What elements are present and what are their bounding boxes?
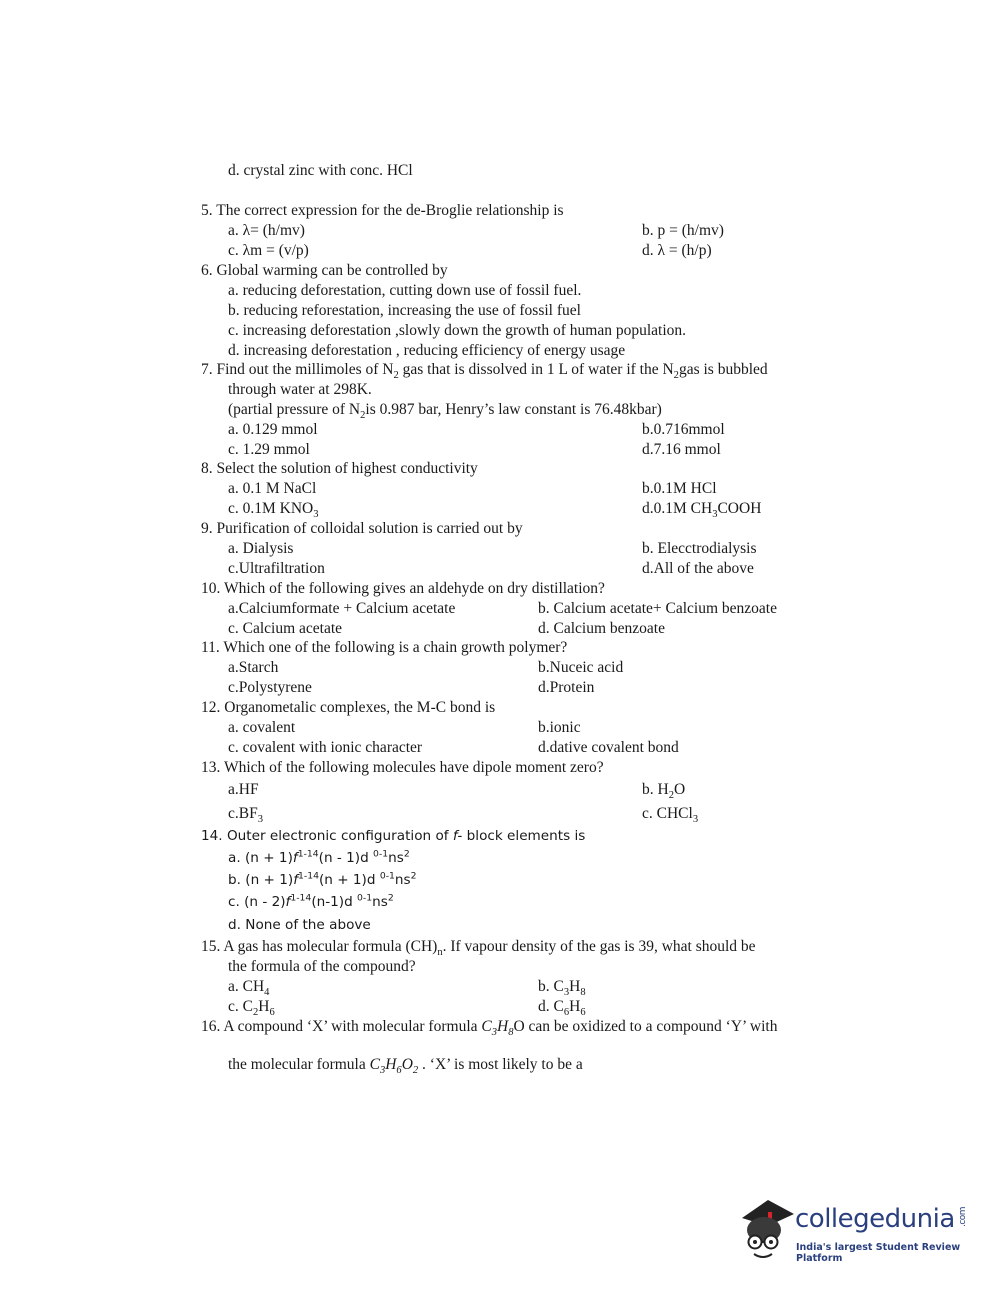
q7-question-line3: (partial pressure of $N_2is$ 0.987 bar, Henry’s law constant is 76.48kbar) xyxy=(228,401,662,422)
q13-option-c: $c.BF_3$ xyxy=(228,805,263,826)
q5-option-a: a. λ= (h/mv) xyxy=(228,222,305,239)
q11-question: 11. Which one of the following is a chain growth polymer? xyxy=(201,639,568,656)
q12-option-b: b.ionic xyxy=(538,719,581,736)
q15-option-d: d. $C_6H_6$ xyxy=(538,998,586,1019)
q6-option-a: a. reducing deforestation, cutting down use of fossil fuel. xyxy=(228,282,582,299)
q12-option-c: c. covalent with ionic character xyxy=(228,739,423,756)
q6-option-d: d. increasing deforestation , reducing efficiency of energy usage xyxy=(228,342,626,359)
q14-option-b: b. $(n + 1)f^{1-14}(n + 1)d$ $^{0-1}ns^2$ xyxy=(228,870,417,888)
q12-question: 12. Organometalic complexes, the M-C bond is xyxy=(201,699,496,716)
q9-option-b: b. Elecctrodialysis xyxy=(642,540,757,557)
q8-option-a: a. 0.1 M NaCl xyxy=(228,480,317,497)
q7-option-a: a. 0.129 mmol xyxy=(228,421,318,438)
q10-option-b: b. Calcium acetate+ Calcium benzoate xyxy=(538,600,777,617)
q15-option-c: c. $C_2H_6$ xyxy=(228,998,275,1019)
q14-option-c: c. $(n - 2)f^{1-14}(n-1)d$ $^{0-1}ns^2$ xyxy=(228,892,394,910)
q4-option-d: d. crystal zinc with conc. HCl xyxy=(228,162,413,179)
q14-option-a: a. $(n + 1)f^{1-14}(n - 1)d$ $^{0-1}ns^2$ xyxy=(228,848,410,866)
q9-option-d: d.All of the above xyxy=(642,560,754,577)
q6-option-b: b. reducing reforestation, increasing the use of fossil fuel xyxy=(228,302,581,319)
q10-option-d: d. Calcium benzoate xyxy=(538,620,665,637)
q5-option-d: d. λ = (h/p) xyxy=(642,242,712,259)
q13-option-b: b. $H_2O$ xyxy=(642,781,686,802)
q5-option-c: c. λm = (v/p) xyxy=(228,242,309,259)
q11-option-a: a.Starch xyxy=(228,659,279,676)
q15-option-a: a. $CH_4$ xyxy=(228,978,270,999)
q13-question: 13. Which of the following molecules have dipole moment zero? xyxy=(201,759,604,776)
q7-option-c: c. 1.29 mmol xyxy=(228,441,310,458)
q7-question: 7. Find out the millimoles of $N_2$ gas that is dissolved in 1 L of water if the $N_2gas$ is bubbled xyxy=(201,361,768,382)
q11-option-b: b.Nuceic acid xyxy=(538,659,624,676)
q13-option-a: a.HF xyxy=(228,781,259,798)
q9-option-a: a. Dialysis xyxy=(228,540,294,557)
q15-option-b: b. $C_3H_8$ xyxy=(538,978,586,999)
q8-option-d: d.0.1M $CH_3COOH$ xyxy=(642,500,762,521)
q10-option-c: c. Calcium acetate xyxy=(228,620,343,637)
q12-option-a: a. covalent xyxy=(228,719,296,736)
q8-option-b: b.0.1M HCl xyxy=(642,480,717,497)
q5-option-b: b. p = (h/mv) xyxy=(642,222,724,239)
q9-option-c: c.Ultrafiltration xyxy=(228,560,325,577)
q6-question: 6. Global warming can be controlled by xyxy=(201,262,448,279)
q16-question-line2: the molecular formula $C_3H_6O_2$ . ‘X’ is most likely to be a xyxy=(228,1056,583,1077)
q16-question: 16. A compound ‘X’ with molecular formula $C_3H_8O$ can be oxidized to a compound ‘Y’ with xyxy=(201,1018,778,1039)
q5-question: 5. The correct expression for the de-Broglie relationship is xyxy=(201,202,564,219)
logo-tagline: India's largest Student Review Platform xyxy=(796,1242,961,1264)
q7-question-line2: through water at 298K. xyxy=(228,381,372,398)
q11-option-c: c.Polystyrene xyxy=(228,679,312,696)
q6-option-c: c. increasing deforestation ,slowly down the growth of human population. xyxy=(228,322,687,339)
q9-question: 9. Purification of colloidal solution is carried out by xyxy=(201,520,523,537)
collegedunia-logo: collegedunia .com xyxy=(795,1204,969,1234)
q7-option-d: d.7.16 mmol xyxy=(642,441,721,458)
q15-question: 15. A gas has molecular formula $(CH)_n$. If vapour density of the gas is 39, what should be xyxy=(201,938,756,959)
q11-option-d: d.Protein xyxy=(538,679,595,696)
q14-option-d: d. None of the above xyxy=(228,917,371,933)
q15-question-line2: the formula of the compound? xyxy=(228,958,416,975)
q13-option-d: c. CHCl$_3$ xyxy=(642,805,699,826)
q14-question: 14. Outer electronic configuration of f- block elements is xyxy=(201,828,586,844)
q8-option-c: c. 0.1M $KNO_3$ xyxy=(228,500,319,521)
q10-question: 10. Which of the following gives an aldehyde on dry distillation? xyxy=(201,580,605,597)
q8-question: 8. Select the solution of highest conductivity xyxy=(201,460,478,477)
q12-option-d: d.dative covalent bond xyxy=(538,739,679,756)
q10-option-a: a.Calciumformate + Calcium acetate xyxy=(228,600,456,617)
q7-option-b: b.0.716mmol xyxy=(642,421,725,438)
